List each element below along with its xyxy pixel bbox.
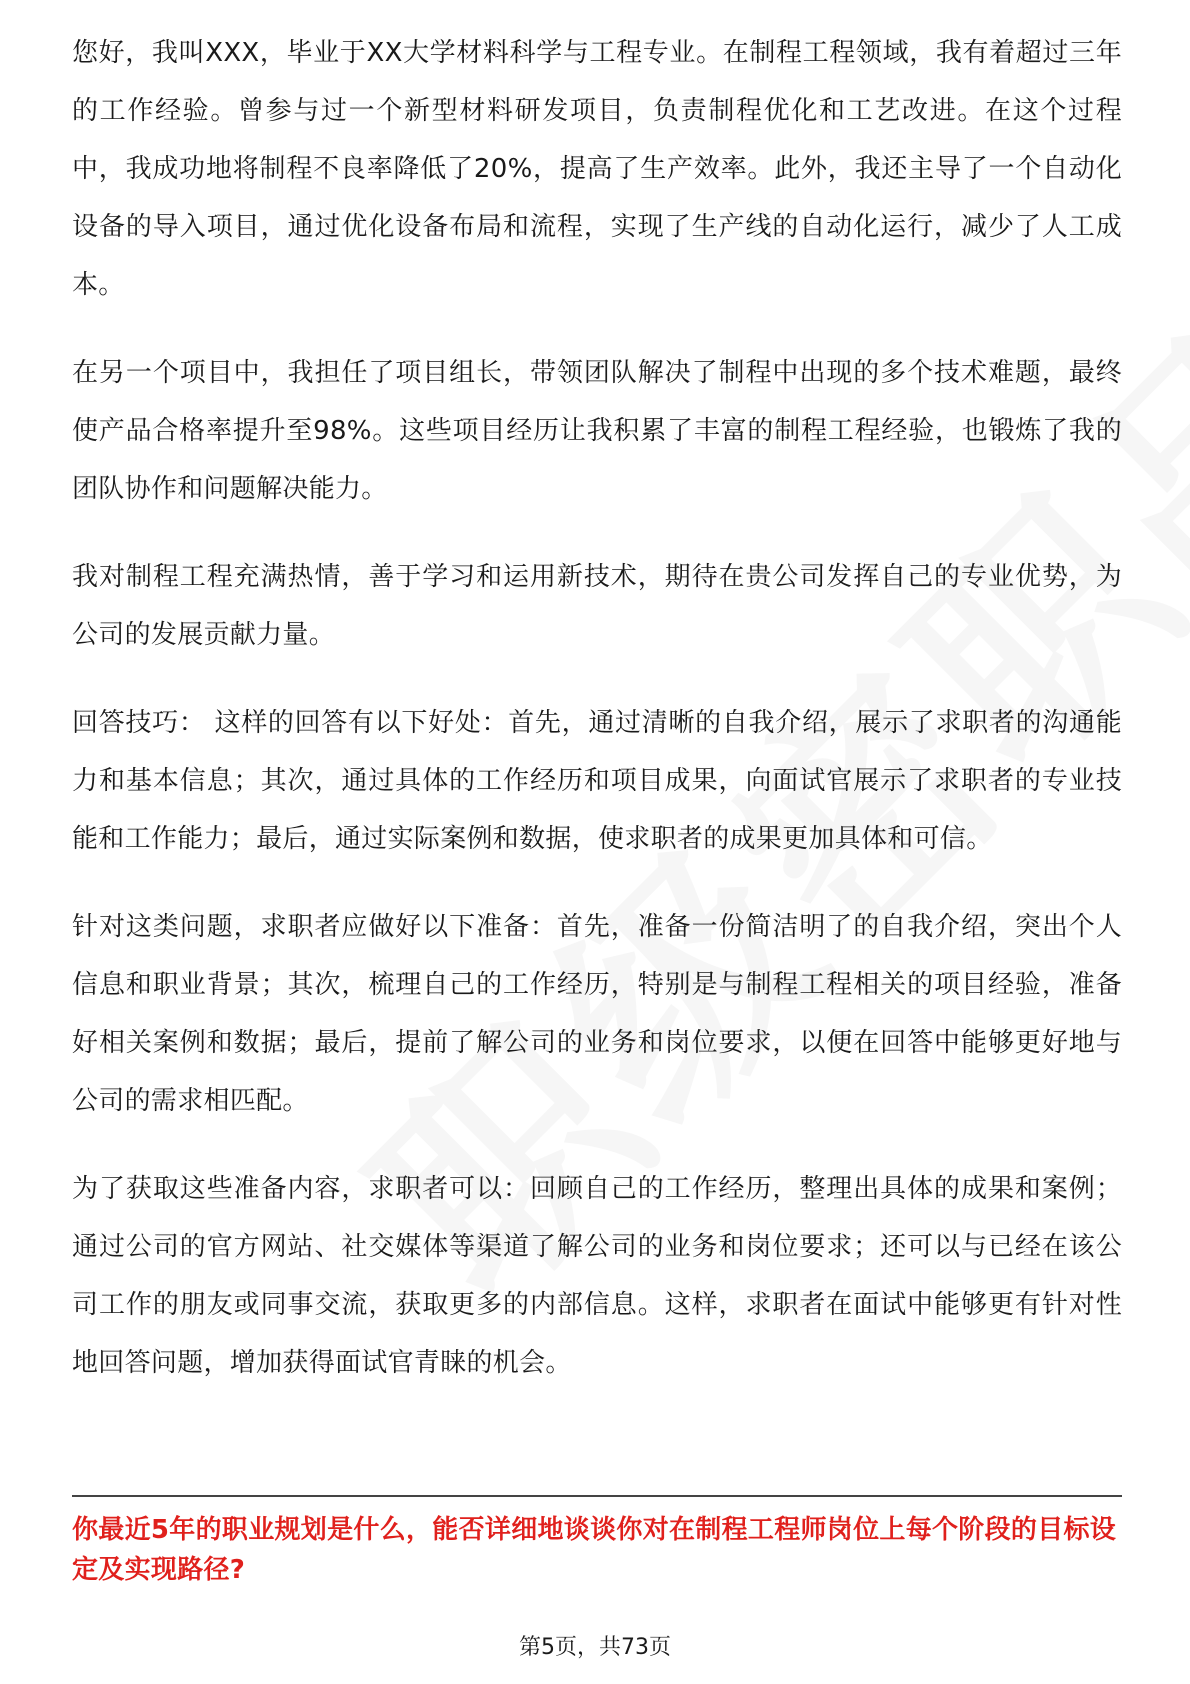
paragraph-self-intro: 您好，我叫XXX，毕业于XX大学材料科学与工程专业。在制程工程领域，我有着超过三年的工作经验。曾参与过一个新型材料研发项目，负责制程优化和工艺改进。在这个过程中，我成功地将制程不良率降低了20%，提高了生产效率。此外，我还主导了一个自动化设备的导入项目，通过优化设备布局和流程，实现了生产线的自动化运行，减少了人工成本。 [72, 38, 1122, 300]
page-footer: 第5页，共73页 [519, 1635, 671, 1660]
paragraph-sources: 为了获取这些准备内容，求职者可以：回顾自己的工作经历，整理出具体的成果和案例；通过公司的官方网站、社交媒体等渠道了解公司的业务和岗位要求；还可以与已经在该公司工作的朋友或同事交流，获取更多的内部信息。这样，求职者在面试中能够更有针对性地回答问题，增加获得面试官青睐的机会。 [72, 1174, 1122, 1378]
paragraph-preparation: 针对这类问题，求职者应做好以下准备：首先，准备一份简洁明了的自我介绍，突出个人信息和职业背景；其次，梳理自己的工作经历，特别是与制程工程相关的项目经验，准备好相关案例和数据；最后，提前了解公司的业务和岗位要求，以便在回答中能够更好地与公司的需求相匹配。 [72, 912, 1122, 1116]
question-heading: 你最近5年的职业规划是什么，能否详细地谈谈你对在制程工程师岗位上每个阶段的目标设定及实现路径? [72, 1515, 1117, 1585]
paragraph-passion: 我对制程工程充满热情，善于学习和运用新技术，期待在贵公司发挥自己的专业优势，为公司的发展贡献力量。 [72, 562, 1122, 650]
document-body [72, 24, 1122, 1422]
section-divider [72, 1495, 1122, 1497]
paragraph-answer-tips: 回答技巧： 这样的回答有以下好处：首先，通过清晰的自我介绍，展示了求职者的沟通能力和基本信息；其次，通过具体的工作经历和项目成果，向面试官展示了求职者的专业技能和工作能力；最后，通过实际案例和数据，使求职者的成果更加具体和可信。 [72, 708, 1122, 854]
paragraph-project-lead: 在另一个项目中，我担任了项目组长，带领团队解决了制程中出现的多个技术难题，最终使产品合格率提升至98%。这些项目经历让我积累了丰富的制程工程经验，也锻炼了我的团队协作和问题解决能力。 [72, 358, 1122, 504]
